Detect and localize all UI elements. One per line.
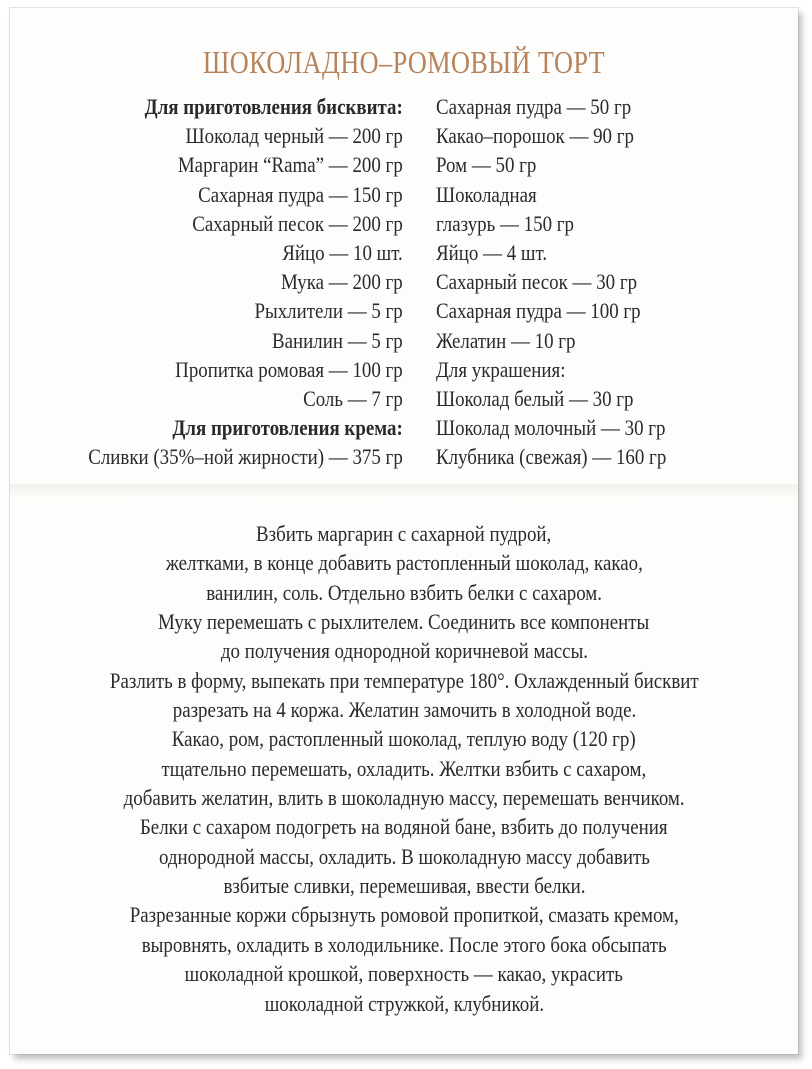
instruction-line xyxy=(10,959,798,988)
instruction-line-text: до получения однородной коричневой массы. xyxy=(220,638,588,664)
instruction-line-text: Разлить в форму, выпекать при температуре 180°. Охлажденный бисквит xyxy=(109,667,699,693)
ingredient-item: Шоколад белый — 30 гр xyxy=(436,386,634,412)
instruction-line xyxy=(10,636,798,665)
ingredient-item: Сахарная пудра — 150 гр xyxy=(198,181,403,207)
instruction-line xyxy=(10,666,798,695)
instruction-line-text: выровнять, охладить в холодильнике. После этого бока обсыпать xyxy=(141,931,667,957)
ingredient-item: Сливки (35%–ной жирности) — 375 гр xyxy=(88,444,403,470)
ingredient-item: Яйцо — 4 шт. xyxy=(436,240,548,266)
ingredient-item: Ром — 50 гр xyxy=(436,152,537,178)
instruction-line-text: шоколадной крошкой, поверхность — какао, украсить xyxy=(184,961,624,987)
ingredient-item: Шоколад молочный — 30 гр xyxy=(436,415,666,441)
ingredients-left-column xyxy=(37,92,403,472)
instruction-line xyxy=(10,989,798,1018)
instruction-line xyxy=(10,607,798,636)
instruction-line xyxy=(10,930,798,959)
ingredient-item: Какао–порошок — 90 гр xyxy=(436,123,634,149)
instruction-line-text: шоколадной стружкой, клубникой. xyxy=(264,990,544,1016)
instruction-line-text: ванилин, соль. Отдельно взбить белки с сахаром. xyxy=(206,579,602,605)
ingredient-item: Шоколадная xyxy=(436,181,537,207)
instruction-line xyxy=(10,754,798,783)
instruction-line-text: Разрезанные коржи сбрызнуть ромовой пропиткой, смазать кремом, xyxy=(129,902,679,928)
instruction-line xyxy=(10,578,798,607)
instruction-line-text: Взбить маргарин с сахарной пудрой, xyxy=(256,521,552,546)
instruction-line xyxy=(10,871,798,900)
instruction-line-text: желтками, в конце добавить растопленный шоколад, какао, xyxy=(165,550,643,576)
instruction-line xyxy=(10,842,798,871)
ingredient-item: Ванилин — 5 гр xyxy=(272,327,403,353)
ingredient-item: Рыхлители — 5 гр xyxy=(254,298,403,324)
ingredient-item: Сахарный песок — 200 гр xyxy=(192,210,403,236)
ingredient-item: глазурь — 150 гр xyxy=(436,210,574,236)
ingredient-item: Клубника (свежая) — 160 гр xyxy=(436,444,667,470)
recipe-page xyxy=(10,8,798,1054)
ingredient-item: Желатин — 10 гр xyxy=(436,327,576,353)
ingredient-item: Маргарин “Rama” — 200 гр xyxy=(178,152,403,178)
instruction-line-text: взбитые сливки, перемешивая, ввести белки. xyxy=(222,873,586,899)
ingredient-item: Для украшения: xyxy=(436,356,566,382)
ingredient-item: Сахарная пудра — 100 гр xyxy=(436,298,641,324)
instruction-line-text: однородной массы, охладить. В шоколадную массу добавить xyxy=(158,843,650,869)
instruction-line-text: Белки с сахаром подогреть на водяной бане, взбить до получения xyxy=(140,814,668,840)
instructions-text xyxy=(10,519,798,1018)
instruction-line xyxy=(10,519,798,548)
ingredient-section-header: Для приготовления крема: xyxy=(172,415,403,441)
section-divider-band xyxy=(10,484,798,498)
ingredient-item: Сахарная пудра — 50 гр xyxy=(436,94,632,119)
instruction-line xyxy=(10,548,798,577)
instruction-line-text: тщательно перемешать, охладить. Желтки взбить с сахаром, xyxy=(161,755,647,781)
ingredient-item: Сахарный песок — 30 гр xyxy=(436,269,638,295)
ingredient-item: Соль — 7 гр xyxy=(303,386,403,412)
ingredient-section-header: Для приготовления бисквита: xyxy=(144,94,403,119)
ingredient-item: Шоколад черный — 200 гр xyxy=(185,123,403,149)
ingredient-item: Пропитка ромовая — 100 гр xyxy=(175,356,403,382)
instruction-line-text: разрезать на 4 коржа. Желатин замочить в холодной воде. xyxy=(172,697,636,723)
instruction-line-text: Какао, ром, растопленный шоколад, теплую воду (120 гр) xyxy=(172,726,636,752)
instruction-line-text: Муку перемешать с рыхлителем. Соединить все компоненты xyxy=(158,609,650,635)
ingredients-right-column xyxy=(436,92,704,472)
instruction-line xyxy=(10,812,798,841)
instruction-line-text: добавить желатин, влить в шоколадную массу, перемешать венчиком. xyxy=(123,785,685,811)
ingredient-item: Мука — 200 гр xyxy=(281,269,403,295)
instruction-line xyxy=(10,783,798,812)
recipe-title: ШОКОЛАДНО–РОМОВЫЙ ТОРТ xyxy=(202,44,606,80)
instruction-line xyxy=(10,724,798,753)
instruction-line xyxy=(10,695,798,724)
instruction-line xyxy=(10,900,798,929)
ingredient-item: Яйцо — 10 шт. xyxy=(282,240,403,266)
